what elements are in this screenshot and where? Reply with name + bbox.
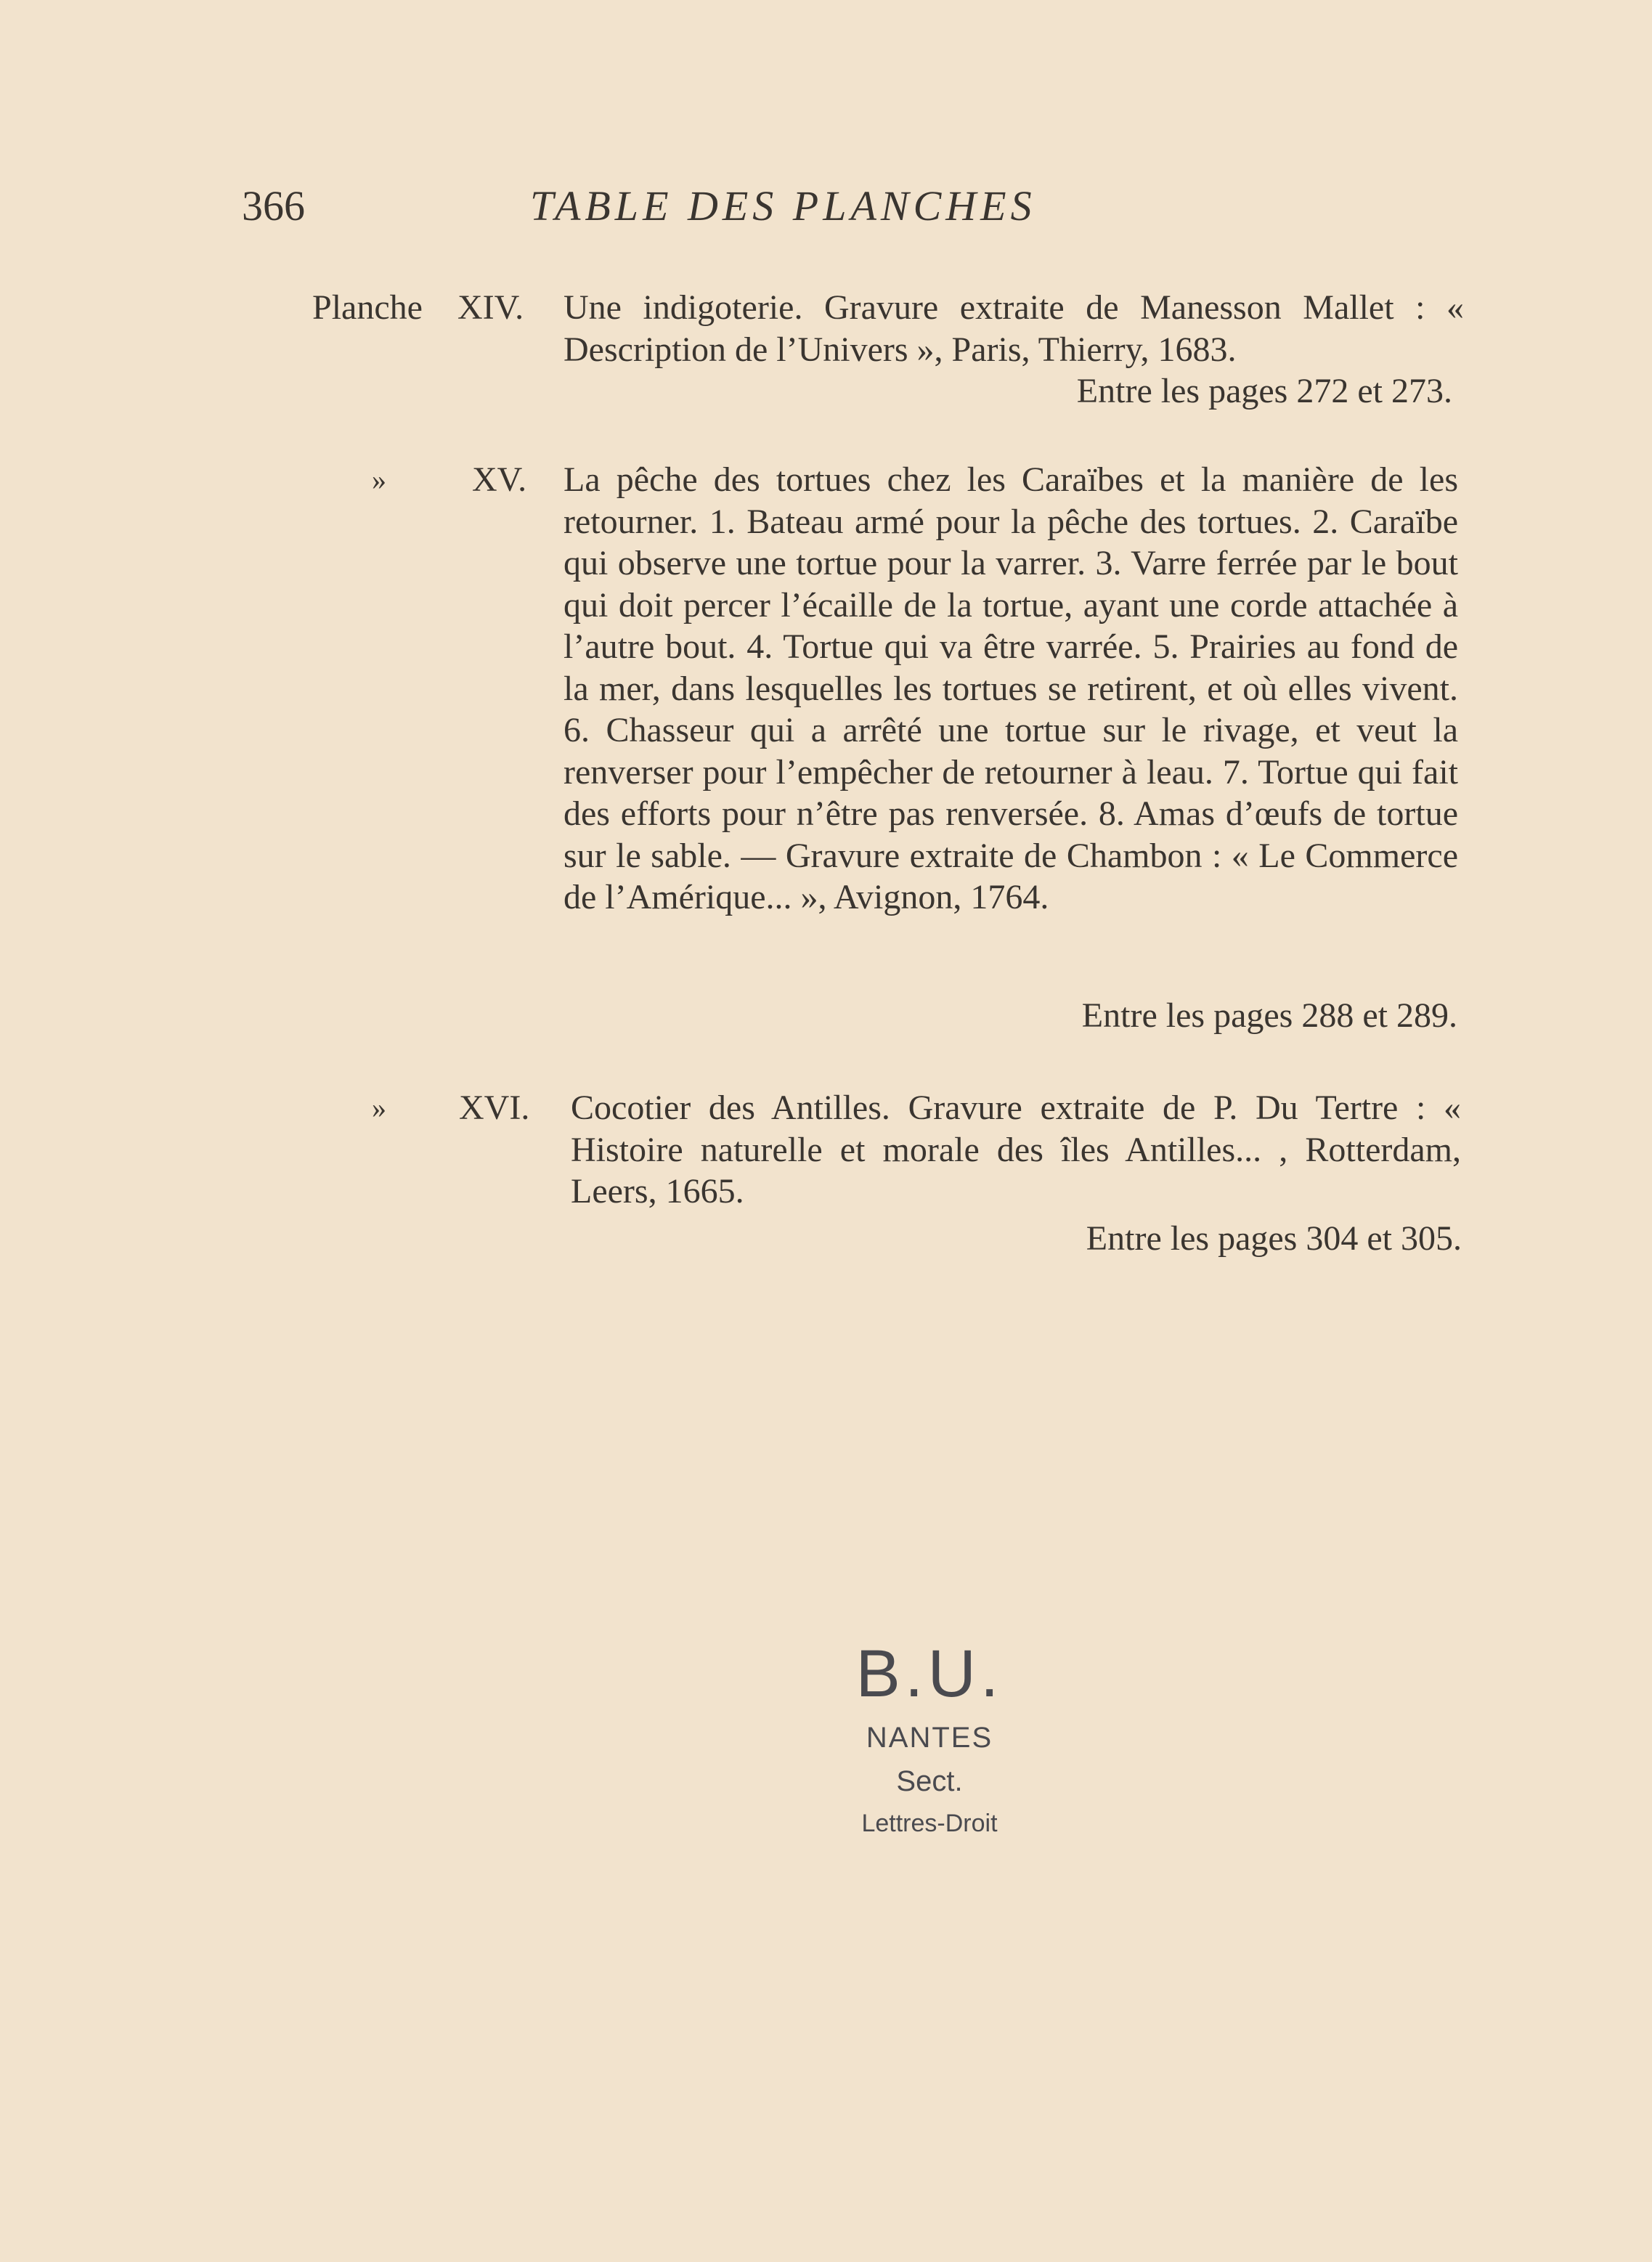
plate-number: XIV.: [457, 288, 524, 327]
plate-number: XVI.: [459, 1089, 530, 1127]
plate-description: Cocotier des Antilles. Gravure extraite de P. Du Tertre : « Histoire naturelle et morale des îles Antilles... , Rotterdam, Leers, 1665.: [571, 1089, 1461, 1211]
stamp-initials: B.U.: [855, 1637, 1004, 1711]
stamp-city: NANTES: [866, 1722, 993, 1754]
stamp-section: Sect.: [896, 1765, 963, 1797]
plate-prefix: »: [372, 463, 386, 496]
plate-description: Une indigoterie. Gravure extraite de Manesson Mallet : « Description de l’Univers », Paris, Thierry, 1683.: [563, 288, 1464, 369]
plate-prefix: »: [372, 1091, 386, 1124]
plate-pages: Entre les pages 304 et 305.: [1086, 1219, 1462, 1258]
plate-pages: Entre les pages 272 et 273.: [1076, 372, 1452, 410]
running-title: TABLE DES PLANCHES: [530, 182, 1036, 229]
plate-prefix: Planche: [312, 288, 423, 327]
plate-pages: Entre les pages 288 et 289.: [1081, 996, 1457, 1035]
page-header: [0, 182, 1652, 240]
stamp-department: Lettres-Droit: [861, 1810, 998, 1837]
plate-number: XV.: [472, 460, 527, 499]
library-stamp: [821, 1637, 1038, 1844]
plate-description: La pêche des tortues chez les Caraïbes et la manière de les retourner. 1. Bateau armé pour la pêche des tortues. 2. Caraïbe qui observe une tortue pour la varrer. 3. Varre ferrée par le bout qui doit percer l’écaille de la tortue, ayant une corde attachée à l’autre bout. 4. Tortue qui va être varrée. 5. Prairies au fond de la mer, dans lesquelles les tortues se retirent, et où elles vivent. 6. Chasseur qui a arrêté une tortue sur le rivage, et veut la renverser pour l’empêcher de retourner à leau. 7. Tortue qui fait des efforts pour n’être pas renversée. 8. Amas d’œufs de tortue sur le sable. — Gravure extraite de Chambon : « Le Commerce de l’Amérique... », Avignon, 1764.: [563, 460, 1458, 916]
page-number: 366: [242, 182, 305, 229]
